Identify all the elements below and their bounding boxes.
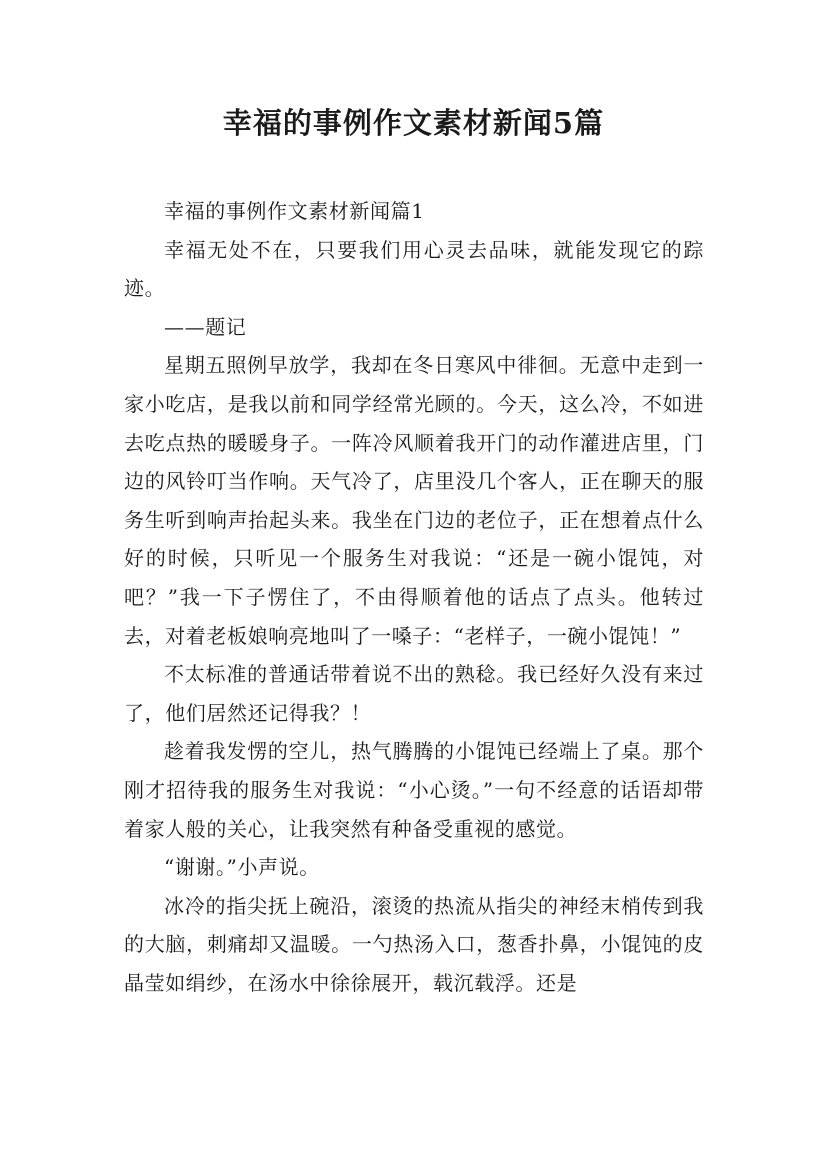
body-paragraph: 冰冷的指尖抚上碗沿，滚烫的热流从指尖的神经末梢传到我的大脑，刺痛却又温暖。一勺热汤入口，葱香扑鼻，小馄饨的皮晶莹如绢纱，在汤水中徐徐展开，载沉载浮。还是: [124, 893, 704, 995]
document-body: [124, 192, 704, 1002]
epigraph-attribution: ——题记: [164, 314, 247, 339]
section-heading: 幸福的事例作文素材新闻篇1: [164, 199, 425, 223]
body-paragraph: “谢谢。”小声说。: [164, 855, 320, 880]
epigraph-paragraph: 幸福无处不在，只要我们用心灵去品味，就能发现它的踪迹。: [124, 237, 704, 301]
body-paragraph: 星期五照例早放学，我却在冬日寒风中徘徊。无意中走到一家小吃店，是我以前和同学经常光顾的。今天，这么冷，不如进去吃点热的暖暖身子。一阵冷风顺着我开门的动作灌进店里，门边的风铃叮当作响。天气冷了，店里没几个客人，正在聊天的服务生听到响声抬起头来。我坐在门边的老位子，正在想着点什么好的时候，只听见一个服务生对我说：“还是一碗小馄饨，对吧？”我一下子愣住了，不由得顺着他的话点了点头。他转过去，对着老板娘响亮地叫了一嗓子：“老样子，一碗小馄饨！”: [124, 353, 704, 648]
body-paragraph: 不太标准的普通话带着说不出的熟稔。我已经好久没有来过了，他们居然还记得我？！: [124, 662, 704, 725]
document-title: 幸福的事例作文素材新闻5篇: [222, 106, 605, 140]
body-paragraph: 趁着我发愣的空儿，热气腾腾的小馄饨已经端上了桌。那个刚才招待我的服务生对我说：“小心烫。”一句不经意的话语却带着家人般的关心，让我突然有种备受重视的感觉。: [124, 739, 704, 841]
